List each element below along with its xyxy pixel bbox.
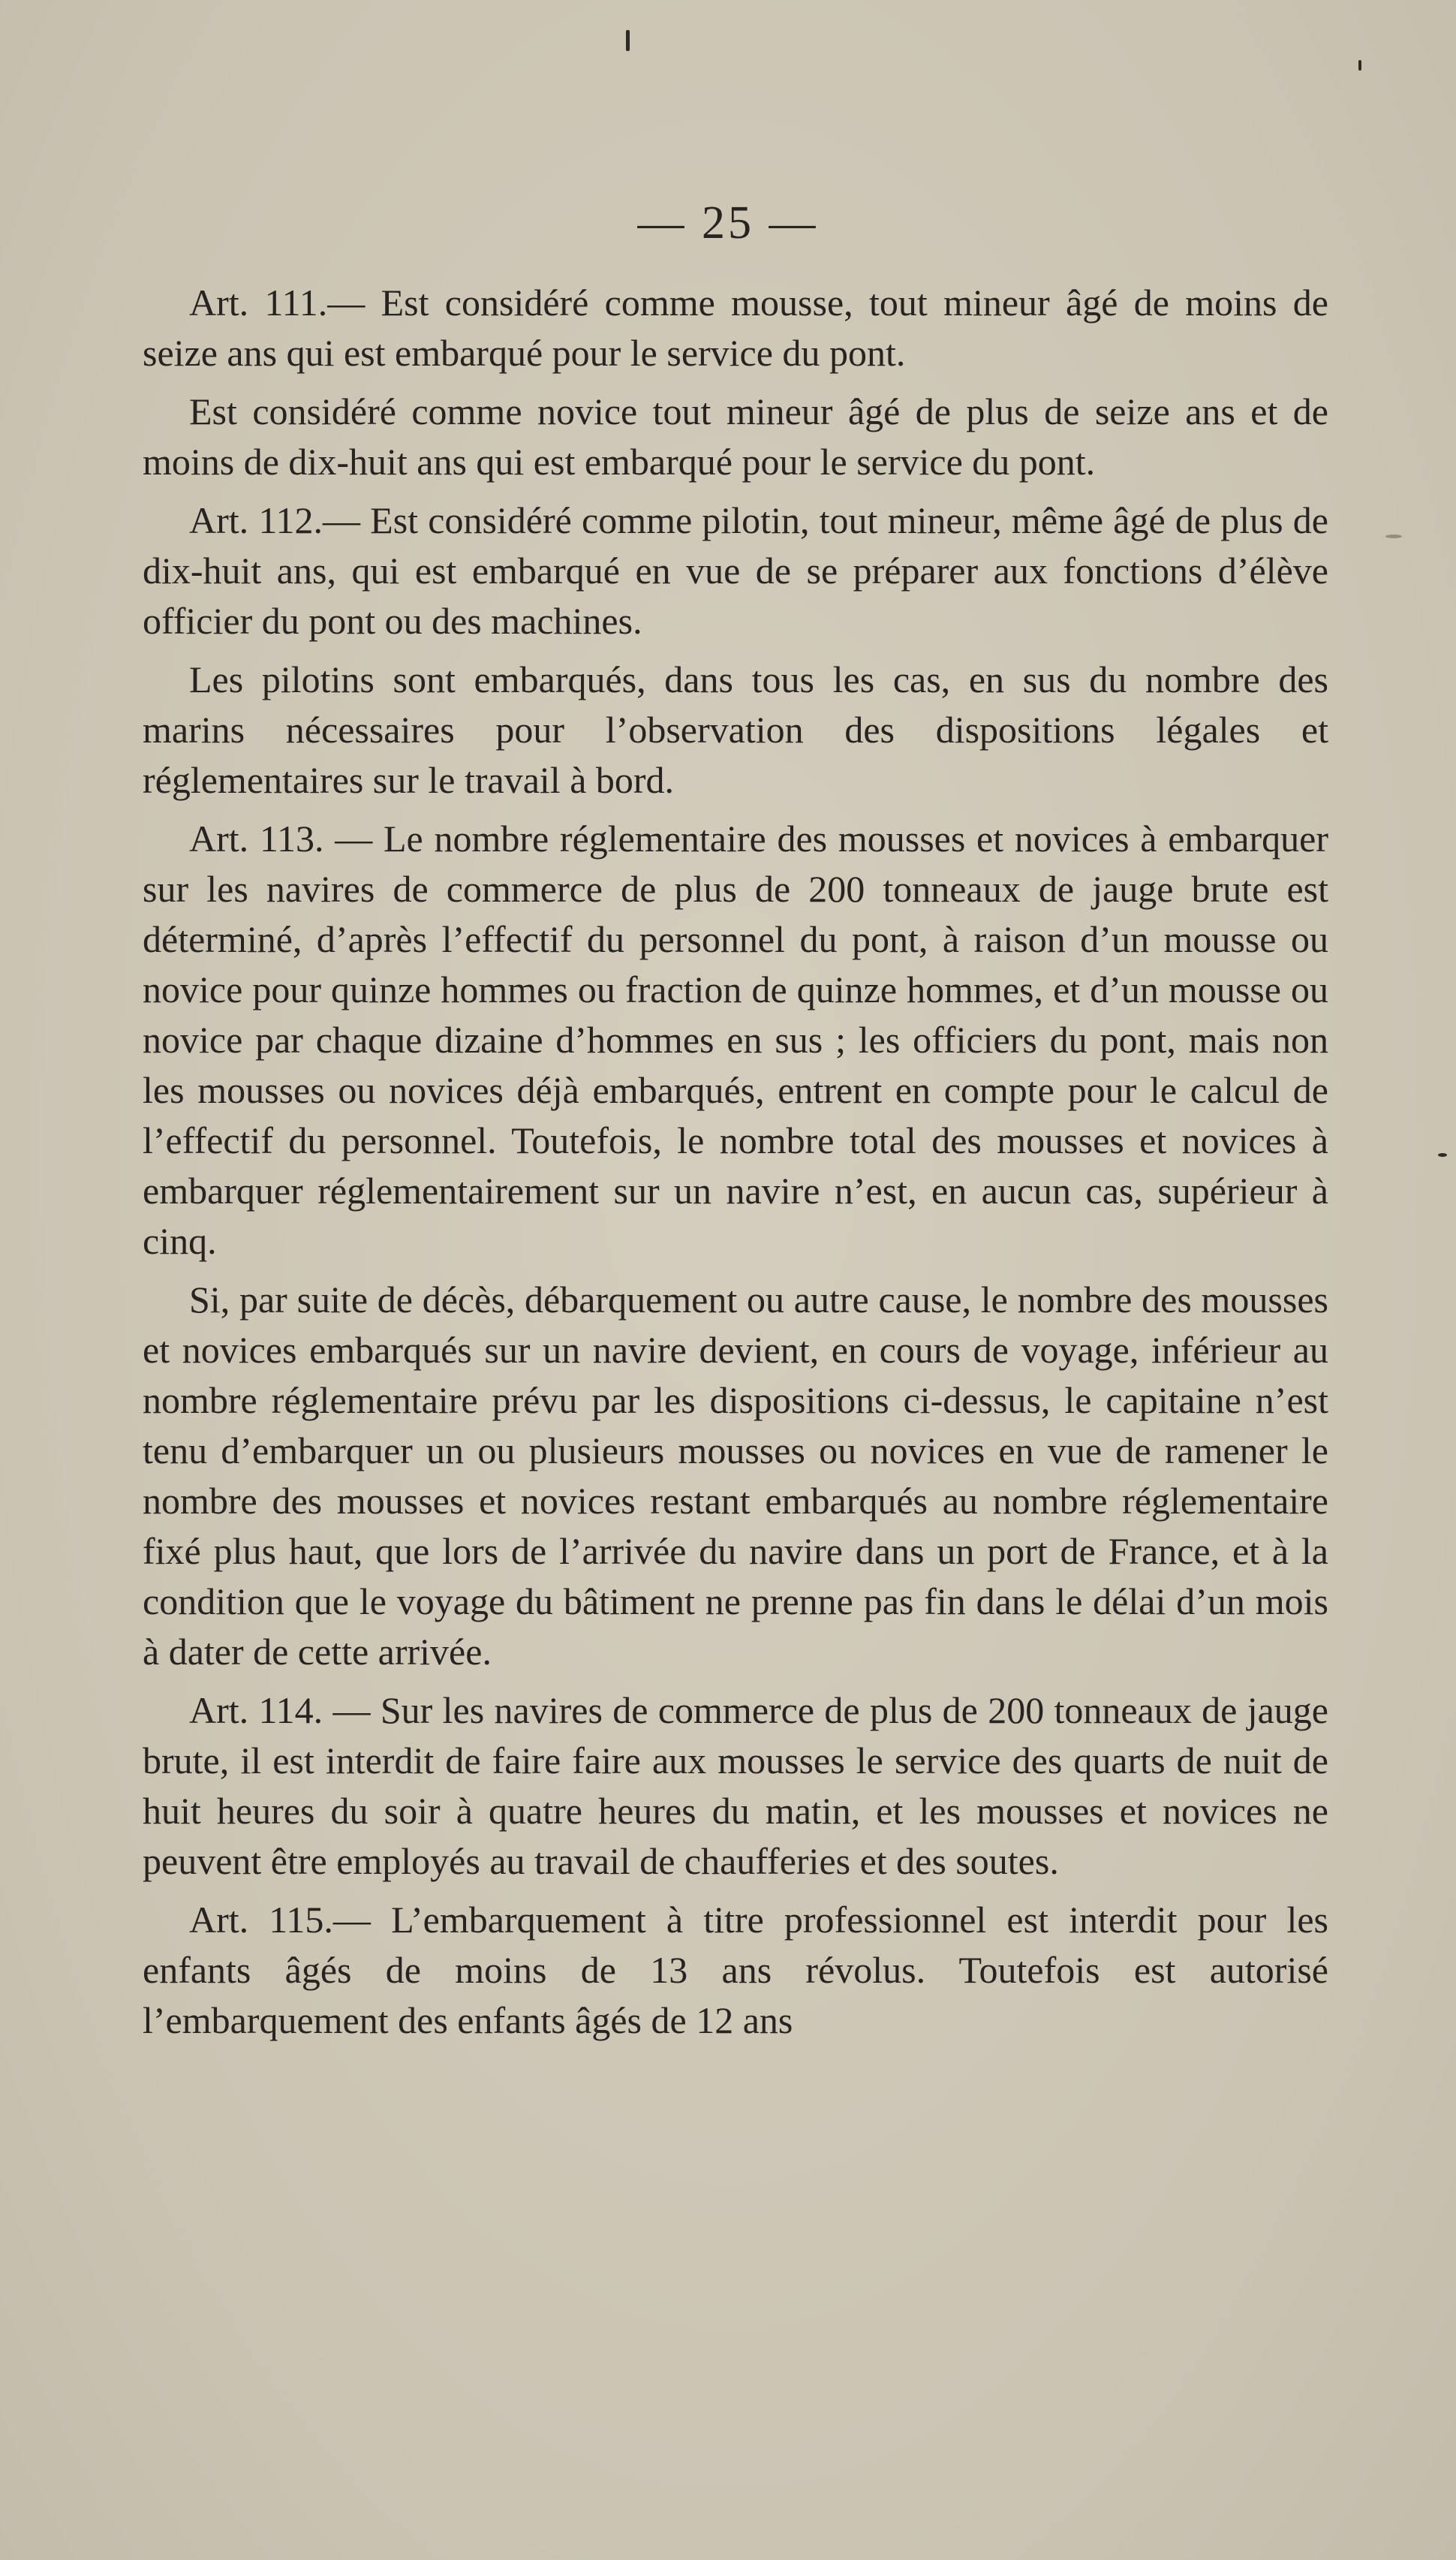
ink-speck [1438, 1153, 1447, 1157]
ink-speck [1358, 60, 1361, 71]
paragraph-pilotins: Les pilotins sont embarqués, dans tous les cas, en sus du nombre des marins nécessaires pour l’observation des dispositions légales et réglementaires sur le travail à bord. [143, 658, 1328, 801]
paragraph-art-112: Art. 112.— Est considéré comme pilotin, tout mineur, même âgé de plus de dix-huit ans, qui est embarqué en vue de se préparer aux fonctions d’élève officier du pont ou des machines. [143, 499, 1328, 642]
paragraph-art-115: Art. 115.— L’embarquement à titre professionnel est interdit pour les enfants âgés de moins de 13 ans révolus. Toutefois est autorisé l’embarquement des enfants âgés de 12 ans [143, 1899, 1328, 2041]
ink-speck [1385, 535, 1402, 538]
paragraph-art-114: Art. 114. — Sur les navires de commerce de plus de 200 tonneaux de jauge brute, il est interdit de faire faire aux mousses le service des quarts de nuit de huit heures du soir à quatre heures du matin, et les mousses et novices ne peuvent être employés au travail de chaufferies et des soutes. [143, 1689, 1328, 1882]
body-text [143, 278, 1328, 2054]
paragraph-art-111: Art. 111.— Est considéré comme mousse, tout mineur âgé de moins de seize ans qui est embarqué pour le service du pont. [143, 282, 1328, 374]
paragraph-deces: Si, par suite de décès, débarquement ou autre cause, le nombre des mousses et novices embarqués sur un navire devient, en cours de voyage, inférieur au nombre réglementaire prévu par les dispositions ci-dessus, le capitaine n’est tenu d’embarquer un ou plusieurs mousses ou novices en vue de ramener le nombre des mousses et novices restant embarqués au nombre réglementaire fixé plus haut, que lors de l’arrivée du navire dans un port de France, et à la condition que le voyage du bâtiment ne prenne pas fin dans le délai d’un mois à dater de cette arrivée. [143, 1278, 1328, 1673]
paragraph-art-113: Art. 113. — Le nombre réglementaire des mousses et novices à embarquer sur les navires de commerce de plus de 200 tonneaux de jauge brute est déterminé, d’après l’effectif du personnel du pont, à raison d’un mousse ou novice pour quinze hommes ou fraction de quinze hommes, et d’un mousse ou novice par chaque dizaine d’hommes en sus ; les officiers du pont, mais non les mousses ou novices déjà embarqués, entrent en compte pour le calcul de l’effectif du personnel. Toutefois, le nombre total des mousses et novices à embarquer réglementairement sur un navire n’est, en aucun cas, supérieur à cinq. [143, 818, 1328, 1262]
paragraph-novice: Est considéré comme novice tout mineur âgé de plus de seize ans et de moins de dix-huit ans qui est embarqué pour le service du pont. [143, 390, 1328, 483]
page-number: — 25 — [637, 197, 819, 248]
ink-speck [626, 30, 630, 51]
